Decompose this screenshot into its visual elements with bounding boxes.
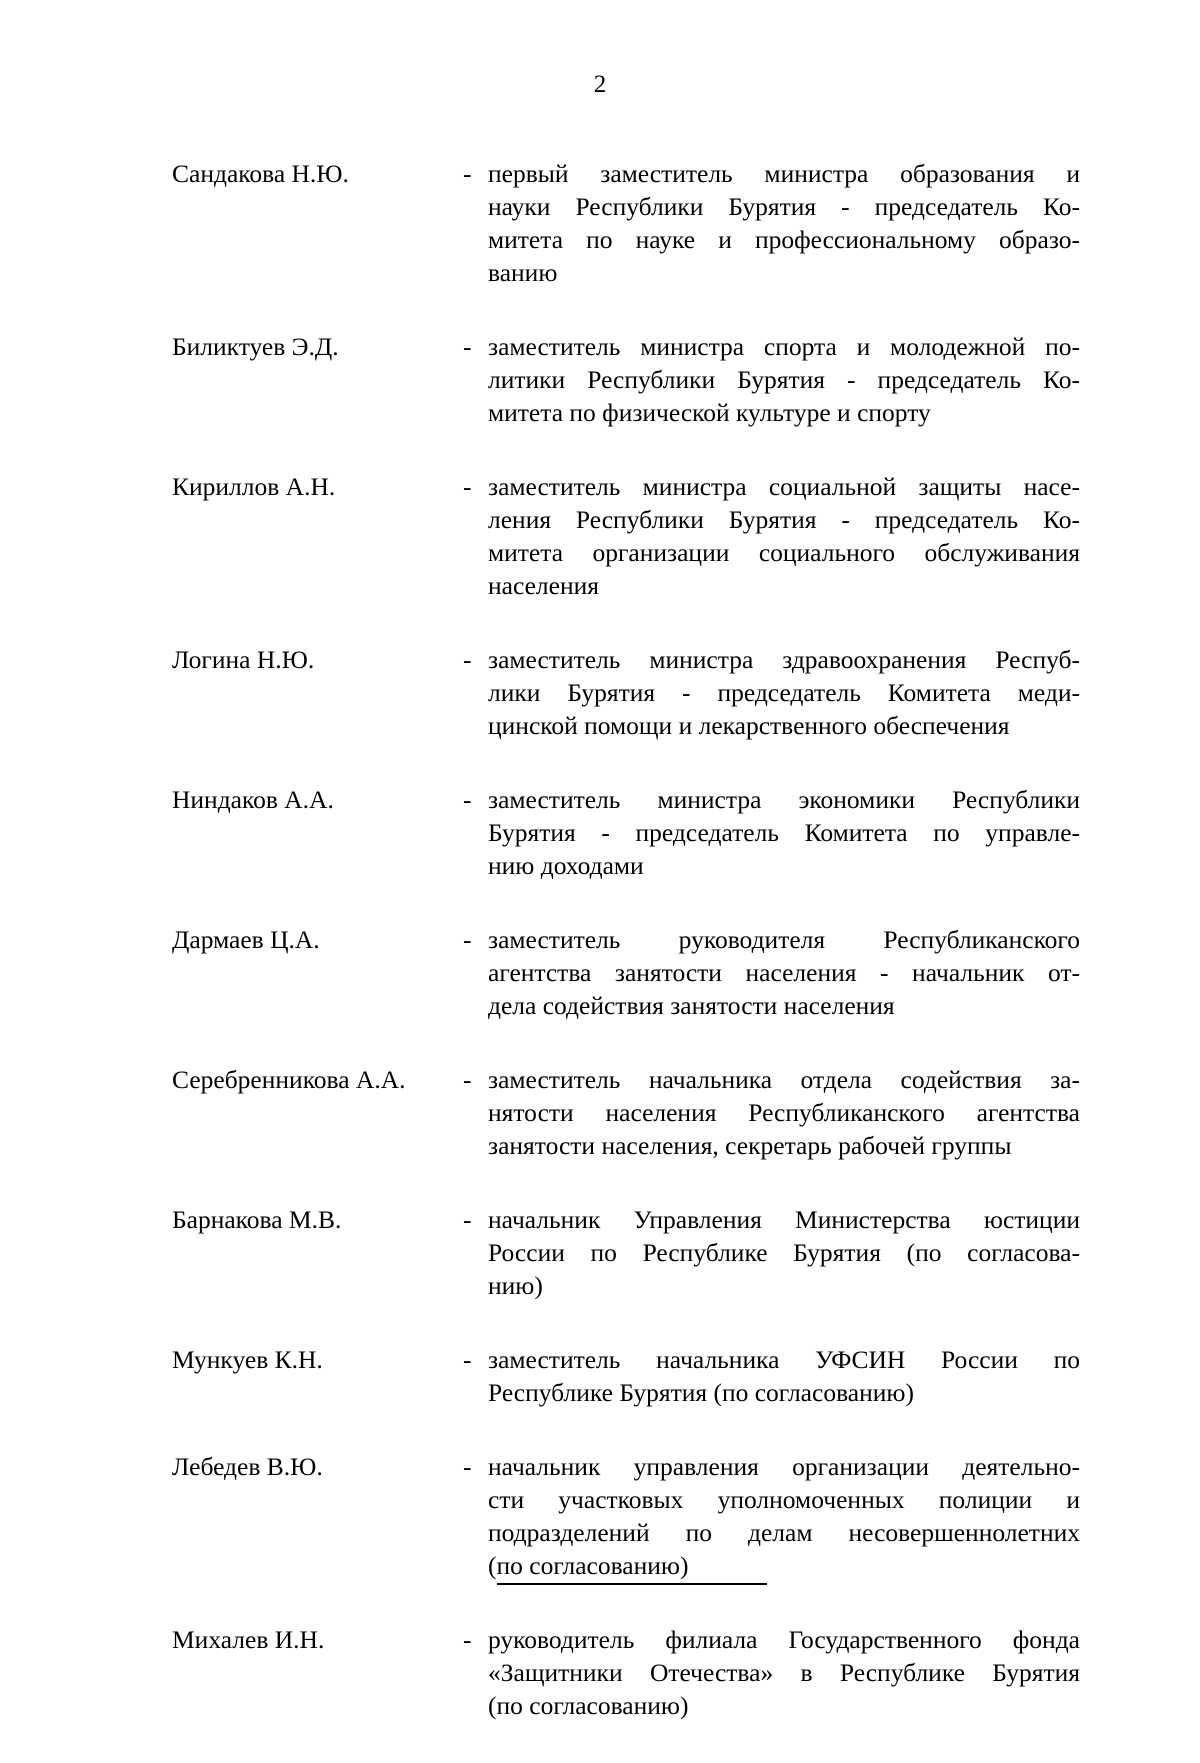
member-position <box>488 1063 1080 1162</box>
position-line: агентства занятости населения - начальник от- <box>488 958 1080 987</box>
position-line: митета организации социального обслуживания <box>488 538 1080 567</box>
position-line: заместитель начальника УФСИН России по <box>488 1345 1080 1374</box>
position-line: митета по науке и профессиональному образо- <box>488 225 1080 254</box>
member-position <box>488 783 1080 882</box>
position-line: занятости населения, секретарь рабочей группы <box>488 1131 1012 1160</box>
entry-dash: - <box>463 925 472 954</box>
entry-dash: - <box>463 1345 472 1374</box>
entry-dash: - <box>463 1065 472 1094</box>
member-entry <box>172 1343 1080 1450</box>
position-line: (по согласованию) <box>488 1551 689 1580</box>
position-line: нию) <box>488 1271 543 1300</box>
member-position <box>488 1343 1080 1409</box>
position-line: заместитель руководителя Республиканского <box>488 925 1080 954</box>
entry-dash: - <box>463 1625 472 1654</box>
member-name: Логина Н.Ю. <box>172 645 315 674</box>
member-entry <box>172 783 1080 923</box>
member-position <box>488 1450 1080 1582</box>
position-line: заместитель министра здравоохранения Респуб- <box>488 645 1080 674</box>
member-entry <box>172 1063 1080 1203</box>
member-name: Михалев И.Н. <box>172 1625 325 1654</box>
position-line: ления Республики Бурятия - председатель Ко- <box>488 505 1080 534</box>
position-line: заместитель министра экономики Республики <box>488 785 1080 814</box>
member-entry <box>172 157 1080 330</box>
position-line: Республике Бурятия (по согласованию) <box>488 1378 914 1407</box>
entry-dash: - <box>463 159 472 188</box>
member-entry <box>172 470 1080 643</box>
position-line: нятости населения Республиканского агентства <box>488 1098 1080 1127</box>
position-line: митета по физической культуре и спорту <box>488 398 931 427</box>
member-entry <box>172 330 1080 470</box>
position-line: цинской помощи и лекарственного обеспечения <box>488 711 1010 740</box>
member-name: Мункуев К.Н. <box>172 1345 323 1374</box>
position-line: Бурятия - председатель Комитета по управле- <box>488 818 1080 847</box>
position-line: заместитель начальника отдела содействия за- <box>488 1065 1080 1094</box>
entry-dash: - <box>463 472 472 501</box>
member-position <box>488 330 1080 429</box>
position-line: первый заместитель министра образования и <box>488 159 1080 188</box>
position-line: дела содействия занятости населения <box>488 991 895 1020</box>
entry-dash: - <box>463 1205 472 1234</box>
member-entry <box>172 643 1080 783</box>
member-name: Серебренникова А.А. <box>172 1065 406 1094</box>
member-name: Дармаев Ц.А. <box>172 925 320 954</box>
member-position <box>488 157 1080 289</box>
entry-dash: - <box>463 1452 472 1481</box>
member-name: Ниндаков А.А. <box>172 785 334 814</box>
entry-dash: - <box>463 645 472 674</box>
member-entry <box>172 1203 1080 1343</box>
position-line: начальник Управления Министерства юстиции <box>488 1205 1080 1234</box>
member-position <box>488 1203 1080 1302</box>
position-line: «Защитники Отечества» в Республике Бурятия <box>488 1658 1080 1687</box>
page-number: 2 <box>593 71 607 98</box>
entry-dash: - <box>463 785 472 814</box>
member-name: Сандакова Н.Ю. <box>172 159 349 188</box>
position-line: (по согласованию) <box>488 1691 689 1720</box>
member-entry <box>172 1450 1080 1623</box>
member-position <box>488 1623 1080 1722</box>
member-name: Кириллов А.Н. <box>172 472 336 501</box>
position-line: сти участковых уполномоченных полиции и <box>488 1485 1080 1514</box>
position-line: заместитель министра спорта и молодежной по- <box>488 332 1080 361</box>
position-line: лики Бурятия - председатель Комитета меди- <box>488 678 1080 707</box>
member-list <box>172 157 1080 1763</box>
position-line: ванию <box>488 258 558 287</box>
position-line: начальник управления организации деятельно- <box>488 1452 1080 1481</box>
member-name: Барнакова М.В. <box>172 1205 342 1234</box>
entry-dash: - <box>463 332 472 361</box>
end-divider <box>497 1583 767 1585</box>
position-line: литики Республики Бурятия - председатель Ко- <box>488 365 1080 394</box>
position-line: нию доходами <box>488 851 644 880</box>
position-line: населения <box>488 571 599 600</box>
position-line: руководитель филиала Государственного фонда <box>488 1625 1080 1654</box>
member-name: Биликтуев Э.Д. <box>172 332 339 361</box>
member-name: Лебедев В.Ю. <box>172 1452 323 1481</box>
member-position <box>488 643 1080 742</box>
member-entry <box>172 1623 1080 1763</box>
position-line: заместитель министра социальной защиты насе- <box>488 472 1080 501</box>
position-line: России по Республике Бурятия (по согласова- <box>488 1238 1080 1267</box>
position-line: подразделений по делам несовершеннолетних <box>488 1518 1080 1547</box>
member-position <box>488 470 1080 602</box>
member-entry <box>172 923 1080 1063</box>
member-position <box>488 923 1080 1022</box>
position-line: науки Республики Бурятия - председатель Ко- <box>488 192 1080 221</box>
